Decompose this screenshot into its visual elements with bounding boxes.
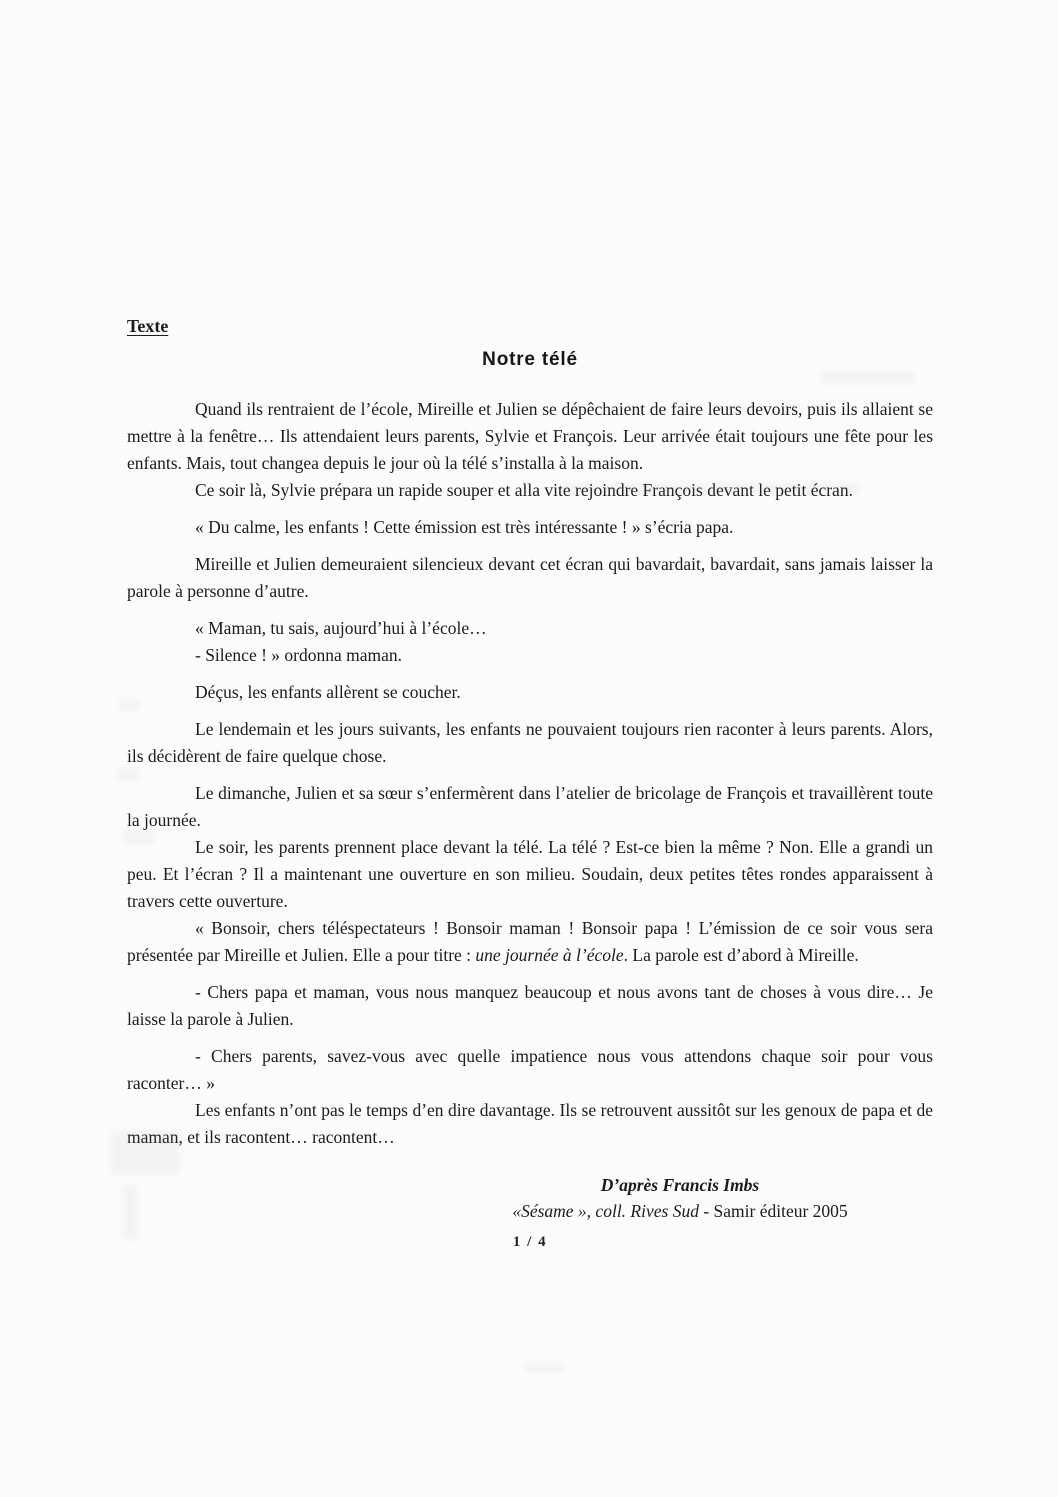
body-text	[127, 396, 933, 1151]
scan-artifact	[525, 1362, 565, 1372]
source-regular: Samir éditeur 2005	[709, 1201, 848, 1221]
text-segment: Le dimanche, Julien et sa sœur s’enfermèrent dans l’atelier de bricolage de François et travaillèrent toute la journée.	[127, 783, 933, 830]
paragraph	[127, 834, 933, 915]
page-title: Notre télé	[482, 349, 578, 370]
text-segment: Quand ils rentraient de l’école, Mireille et Julien se dépêchaient de faire leurs devoirs, puis ils allaient se mettre à la fenêtre… Ils attendaient leurs parents, Sylvie et François. Leur arrivée était toujours une fête pour les enfants. Mais, tout changea depuis le jour où la télé s’installa à la maison.	[127, 399, 933, 473]
paragraph	[127, 642, 933, 669]
paragraph	[127, 716, 933, 770]
text-segment: « Maman, tu sais, aujourd’hui à l’école…	[195, 618, 487, 638]
text-segment: « Du calme, les enfants ! Cette émission est très intéressante ! » s’écria papa.	[195, 517, 734, 537]
section-label	[127, 316, 933, 337]
paragraph	[127, 615, 933, 642]
text-segment: Le soir, les parents prennent place devant la télé. La télé ? Est-ce bien la même ? Non. Elle a grandi un peu. Et l’écran ? Il a maintenant une ouverture en son milieu. Soudain, deux petites têtes rondes apparaissent à travers cette ouverture.	[127, 837, 933, 911]
text-segment: Ce soir là, Sylvie prépara un rapide souper et alla vite rejoindre François devant le petit écran.	[195, 480, 853, 500]
text-segment: Mireille et Julien demeuraient silencieux devant cet écran qui bavardait, bavardait, sans jamais laisser la parole à personne d’autre.	[127, 554, 933, 601]
source-line	[127, 1201, 933, 1222]
paragraph	[127, 514, 933, 541]
paragraph	[127, 551, 933, 605]
text-segment: Déçus, les enfants allèrent se coucher.	[195, 682, 461, 702]
text-segment: « Bonsoir, chers téléspectateurs ! Bonsoir maman ! Bonsoir papa ! L’émission de ce soir vous sera présentée par Mireille et Julien. Elle a pour titre :	[127, 918, 933, 965]
text-segment: - Chers papa et maman, vous nous manquez beaucoup et nous avons tant de choses à vous dire… Je laisse la parole à Julien.	[127, 982, 933, 1029]
text-segment: . La parole est d’abord à Mireille.	[623, 945, 859, 965]
text-segment: Les enfants n’ont pas le temps d’en dire davantage. Ils se retrouvent aussitôt sur les genoux de papa et de maman, et ils racontent… racontent…	[127, 1100, 933, 1147]
paragraph	[127, 1043, 933, 1097]
paragraph	[127, 780, 933, 834]
source-italic: «Sésame », coll. Rives Sud -	[512, 1201, 710, 1221]
text-segment: - Silence ! » ordonna maman.	[195, 645, 403, 665]
paragraph	[127, 979, 933, 1033]
section-label-text: Texte	[127, 316, 169, 336]
attribution: D’après Francis Imbs	[600, 1175, 760, 1195]
paragraph	[127, 1097, 933, 1151]
italic-text: une journée à l’école	[475, 945, 624, 965]
paragraph	[127, 679, 933, 706]
text-segment: Le lendemain et les jours suivants, les enfants ne pouvaient toujours rien raconter à leurs parents. Alors, ils décidèrent de faire quelque chose.	[127, 719, 933, 766]
paragraph	[127, 396, 933, 477]
paragraph	[127, 477, 933, 504]
paragraph	[127, 915, 933, 969]
text-column	[127, 316, 933, 1251]
page-number: 1 / 4	[512, 1234, 548, 1250]
text-segment: - Chers parents, savez-vous avec quelle impatience nous vous attendons chaque soir pour vous raconter… »	[127, 1046, 933, 1093]
